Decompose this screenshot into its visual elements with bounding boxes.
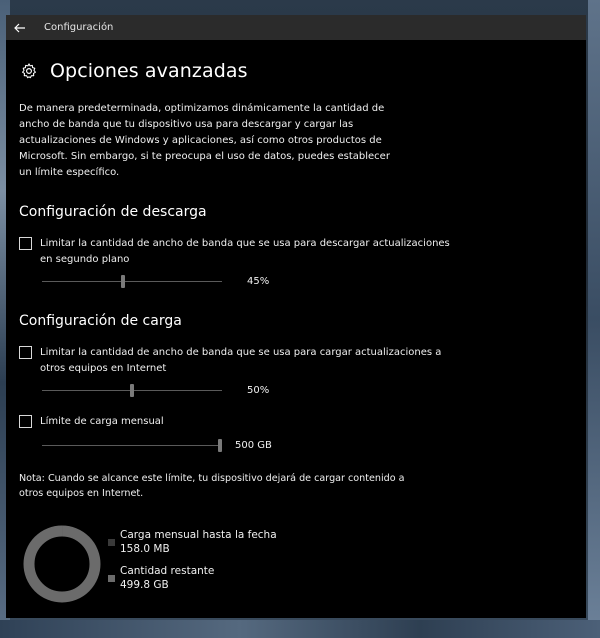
upload-limit-option[interactable] xyxy=(19,345,586,377)
upload-limit-label: Limitar la cantidad de ancho de banda que se usa para cargar actualizaciones a otros equipos en Internet xyxy=(40,347,442,374)
legend-uploaded-swatch xyxy=(108,539,115,546)
description-text: De manera predeterminada, optimizamos dinámicamente la cantidad de ancho de banda que tu dispositivo usa para descargar y cargar las actualizaciones de Windows y aplicaciones, así como otros productos de Microsoft. Sin embargo, si te preocupa el uso de datos, puedes establecer un límite específico. xyxy=(19,103,390,178)
usage-donut-chart xyxy=(23,525,101,603)
usage-legend xyxy=(108,528,277,600)
monthly-slider-thumb[interactable] xyxy=(218,439,222,452)
back-button[interactable] xyxy=(6,15,34,40)
monthly-slider-row xyxy=(19,439,586,451)
upload-bandwidth-slider[interactable] xyxy=(42,390,222,391)
download-limit-option[interactable] xyxy=(19,236,586,268)
settings-content xyxy=(6,58,586,605)
settings-window xyxy=(6,15,586,618)
back-arrow-icon xyxy=(14,23,26,33)
upload-slider-value: 50% xyxy=(247,384,270,396)
title-bar xyxy=(6,15,586,40)
legend-remaining-swatch xyxy=(108,575,115,582)
download-section-title: Configuración de descarga xyxy=(19,204,207,220)
monthly-slider-value: 500 GB xyxy=(235,439,272,451)
upload-usage xyxy=(19,525,586,605)
upload-section-title: Configuración de carga xyxy=(19,313,182,329)
legend-uploaded-value: 158.0 MB xyxy=(120,543,170,555)
gear-icon xyxy=(20,62,38,80)
page-header xyxy=(19,58,586,84)
monthly-limit-slider[interactable] xyxy=(42,445,222,446)
desktop-background-right xyxy=(588,0,600,638)
monthly-limit-option[interactable] xyxy=(19,414,586,430)
desktop-background-bottom xyxy=(0,620,600,638)
legend-remaining-label: Cantidad restante xyxy=(120,565,215,577)
download-slider-value: 45% xyxy=(247,275,270,287)
download-bandwidth-slider[interactable] xyxy=(42,281,222,282)
upload-slider-thumb[interactable] xyxy=(130,384,134,397)
download-slider-row xyxy=(19,275,586,287)
donut-remaining-ring xyxy=(29,531,95,597)
download-limit-checkbox[interactable] xyxy=(19,237,32,250)
monthly-limit-checkbox[interactable] xyxy=(19,415,32,428)
monthly-limit-label: Límite de carga mensual xyxy=(40,416,164,427)
legend-remaining-value: 499.8 GB xyxy=(120,579,169,591)
note-text: Nota: Cuando se alcance este límite, tu dispositivo dejará de cargar contenido a otros equipos en Internet. xyxy=(19,473,405,499)
legend-remaining xyxy=(108,564,277,592)
page-title: Opciones avanzadas xyxy=(50,60,248,82)
window-title: Configuración xyxy=(44,22,114,33)
legend-uploaded xyxy=(108,528,277,556)
download-limit-label: Limitar la cantidad de ancho de banda que se usa para descargar actualizaciones en segundo plano xyxy=(40,238,450,265)
legend-uploaded-label: Carga mensual hasta la fecha xyxy=(120,529,277,541)
upload-limit-checkbox[interactable] xyxy=(19,346,32,359)
upload-slider-row xyxy=(19,384,586,396)
download-slider-thumb[interactable] xyxy=(121,275,125,288)
